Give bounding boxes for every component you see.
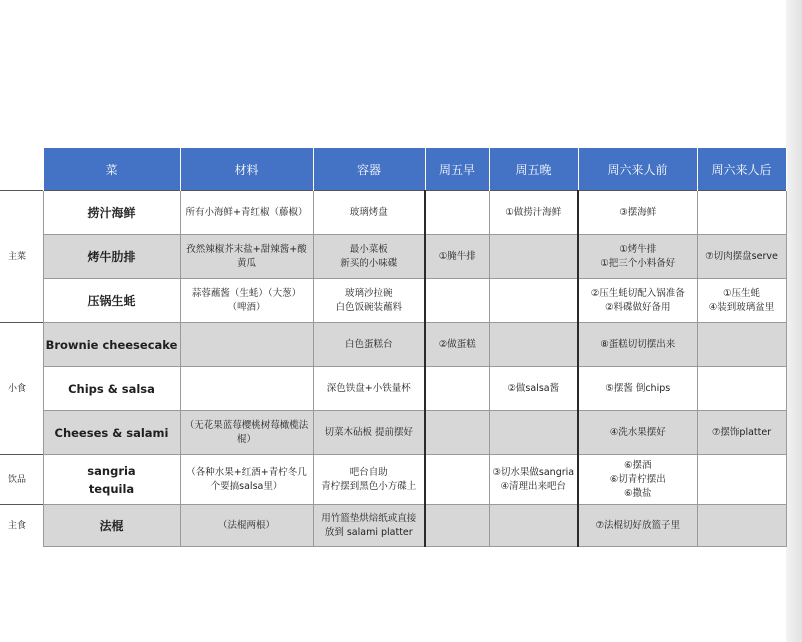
- page-edge-shadow: [786, 0, 802, 642]
- sat-after-cell: [697, 367, 786, 411]
- table-row: [0, 323, 786, 367]
- header-blank-cell: [0, 148, 43, 191]
- container-cell: [313, 455, 425, 505]
- menu-planning-sheet: [0, 148, 787, 547]
- container-text: 白色蛋糕台: [344, 338, 393, 350]
- sat-after-cell: [697, 455, 786, 505]
- table-row: [0, 411, 786, 455]
- sat-before-cell: [578, 323, 697, 367]
- container-text: 白色饭碗装蘸料: [335, 301, 402, 313]
- fri-morning-cell: [425, 279, 489, 323]
- sat-before-cell: [578, 367, 697, 411]
- sat-after-cell: [697, 323, 786, 367]
- ingredients-cell: [180, 191, 313, 235]
- task-text: ⑤摆酱 倒chips: [605, 382, 671, 394]
- fri-evening-cell: [489, 323, 578, 367]
- container-cell: [313, 323, 425, 367]
- sat-after-cell: [697, 505, 786, 547]
- sat-before-cell: [578, 235, 697, 279]
- task-text: ①腌牛排: [438, 250, 476, 262]
- fri-morning-cell: [425, 455, 489, 505]
- ingredients-cell: [180, 279, 313, 323]
- dish-cell: [43, 455, 180, 505]
- dish-cell: [43, 323, 180, 367]
- header-dish: 菜: [43, 148, 180, 191]
- fri-evening-cell: [489, 191, 578, 235]
- dish-name: tequila: [88, 481, 135, 496]
- fri-evening-cell: [489, 279, 578, 323]
- table-row: [0, 505, 786, 547]
- sat-after-cell: [697, 235, 786, 279]
- header-container: 容器: [313, 148, 425, 191]
- dish-name: 压锅生蚝: [87, 293, 136, 308]
- container-text: 最小菜板: [349, 243, 388, 255]
- dish-cell: [43, 191, 180, 235]
- task-text: ②压生蚝切配入锅准备: [590, 287, 685, 299]
- header-fri-morning: 周五早: [425, 148, 489, 191]
- ingredient-text: （啤酒）: [227, 301, 266, 313]
- task-text: ①烤牛排: [619, 243, 657, 255]
- ingredients-cell: [180, 235, 313, 279]
- container-cell: [313, 279, 425, 323]
- container-text: 青柠摆到黑色小方碟上: [321, 480, 417, 492]
- group-label-drink: 饮品: [0, 455, 43, 505]
- container-text: 深色铁盘+小铁量杯: [326, 382, 411, 394]
- container-text: 用竹篮垫烘焙纸或直接: [321, 512, 417, 524]
- fri-morning-cell: [425, 367, 489, 411]
- dish-cell: [43, 235, 180, 279]
- group-label-snack: 小食: [0, 323, 43, 455]
- container-text: 切菜木砧板 提前摆好: [324, 426, 414, 438]
- task-text: ①做捞汁海鲜: [505, 206, 562, 218]
- dish-name: 法棍: [99, 518, 124, 533]
- ingredients-cell: [180, 367, 313, 411]
- dish-cell: [43, 279, 180, 323]
- task-text: ④清理出来吧台: [500, 480, 567, 492]
- task-text: ③切水果做sangria: [492, 466, 575, 478]
- container-text: 新买的小味碟: [340, 257, 398, 269]
- container-cell: [313, 235, 425, 279]
- dish-name: sangria: [87, 463, 136, 478]
- task-text: ①压生蚝: [722, 287, 761, 299]
- fri-evening-cell: [489, 505, 578, 547]
- fri-morning-cell: [425, 235, 489, 279]
- table-row: [0, 367, 786, 411]
- dish-name: 捞汁海鲜: [87, 205, 136, 220]
- fri-morning-cell: [425, 191, 489, 235]
- fri-evening-cell: [489, 411, 578, 455]
- fri-morning-cell: [425, 505, 489, 547]
- task-text: ⑥摆酒: [623, 459, 652, 471]
- table-row: [0, 455, 786, 505]
- container-cell: [313, 191, 425, 235]
- container-text: 玻璃烤盘: [349, 206, 388, 218]
- group-label-staple: 主食: [0, 505, 43, 547]
- sat-before-cell: [578, 279, 697, 323]
- fri-evening-cell: [489, 455, 578, 505]
- task-text: ②料碟做好备用: [604, 301, 671, 313]
- header-ingredients: 材料: [180, 148, 313, 191]
- table-row: [0, 235, 786, 279]
- sat-after-cell: [697, 411, 786, 455]
- header-fri-evening: 周五晚: [489, 148, 578, 191]
- sat-before-cell: [578, 505, 697, 547]
- task-text: ⑥切青柠摆出: [609, 473, 666, 485]
- task-text: ③摆海鲜: [619, 206, 657, 218]
- sat-after-cell: [697, 279, 786, 323]
- table-row: [0, 279, 786, 323]
- ingredients-cell: [180, 505, 313, 547]
- container-text: 吧台自助: [349, 466, 388, 478]
- ingredient-text: 孜然辣椒芥末盐+甜辣酱+酸黄瓜: [186, 243, 307, 269]
- container-cell: [313, 505, 425, 547]
- task-text: ④装到玻璃盆里: [708, 301, 775, 313]
- task-text: ⑧蛋糕切切摆出来: [600, 338, 676, 350]
- ingredient-text: （无花果蓝莓樱桃树莓橄榄法棍）: [184, 419, 309, 445]
- table-row: [0, 191, 786, 235]
- header-sat-before-guests: 周六来人前: [578, 148, 697, 191]
- container-text: 放到 salami platter: [324, 526, 413, 538]
- container-text: 玻璃沙拉碗: [344, 287, 393, 299]
- menu-plan-table: [0, 148, 787, 547]
- fri-evening-cell: [489, 235, 578, 279]
- container-cell: [313, 411, 425, 455]
- dish-name: 烤牛肋排: [87, 249, 136, 264]
- container-cell: [313, 367, 425, 411]
- fri-morning-cell: [425, 323, 489, 367]
- ingredient-text: （各种水果+红酒+青柠冬几个要搞salsa里）: [186, 466, 307, 492]
- ingredient-text: 蒜蓉蘸酱（生蚝）（大葱）: [191, 287, 302, 299]
- fri-morning-cell: [425, 411, 489, 455]
- sat-before-cell: [578, 191, 697, 235]
- dish-cell: [43, 411, 180, 455]
- task-text: ②做salsa酱: [507, 382, 560, 394]
- dish-cell: [43, 505, 180, 547]
- task-text: ②做蛋糕: [438, 338, 476, 350]
- task-text: ⑦法棍切好放篮子里: [595, 519, 681, 531]
- ingredients-cell: [180, 455, 313, 505]
- ingredient-text: （法棍两根）: [217, 519, 275, 531]
- ingredients-cell: [180, 411, 313, 455]
- sat-before-cell: [578, 455, 697, 505]
- sat-before-cell: [578, 411, 697, 455]
- ingredient-text: 所有小海鲜+青红椒（藤椒）: [185, 206, 308, 218]
- dish-name: Brownie cheesecake: [45, 337, 178, 352]
- task-text: ⑦摆饰platter: [711, 426, 772, 438]
- group-label-main: 主菜: [0, 191, 43, 323]
- sat-after-cell: [697, 191, 786, 235]
- dish-name: Chips & salsa: [68, 381, 155, 396]
- header-row: [0, 148, 786, 191]
- dish-cell: [43, 367, 180, 411]
- task-text: ⑦切肉摆盘serve: [705, 250, 778, 262]
- task-text: ①把三个小料备好: [600, 257, 676, 269]
- dish-name: Cheeses & salami: [54, 425, 169, 440]
- fri-evening-cell: [489, 367, 578, 411]
- header-sat-after-guests: 周六来人后: [697, 148, 786, 191]
- task-text: ④洗水果摆好: [609, 426, 666, 438]
- ingredients-cell: [180, 323, 313, 367]
- task-text: ⑥撒盐: [623, 487, 652, 499]
